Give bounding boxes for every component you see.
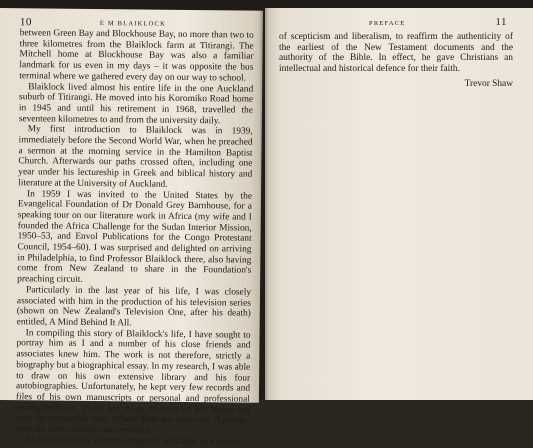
page-number-left: 10 [19, 16, 32, 29]
author-signature: Trevor Shaw [464, 78, 513, 89]
paragraph: My first introduction to Blaiklock was in 1939, immediately before the Second World War, when he preached a sermon at the morning service in the Hamilton Baptist Church. Afterwards our paths crossed often, including one year under his lectureship in Greek and biblical history and literature at the University of Auckland. [18, 124, 253, 190]
book-gutter [259, 0, 269, 400]
right-page [265, 8, 533, 400]
page-number-right: 11 [495, 16, 507, 28]
paragraph: Blaiklock lived almost his entire life in the one Auckland suburb of Titirangi. He moved into his Koromiko Road home in 1945 and until his retirement in 1968, travelled the seventeen kilometres to and from the university daily. [18, 81, 254, 126]
running-head-right: PREFACE [369, 20, 406, 27]
running-head-left: E M BLAIKLOCK [99, 20, 167, 28]
paragraph: Particularly in the last year of his life, I was closely associated with him in the production of his television series (shown on New Zealand's Television One, after his death) entitled, A Mind Behind It All. [16, 285, 252, 329]
right-page-body [279, 32, 513, 90]
paragraph: In compiling this story of Blaiklock's life, I have sought to portray him as I and a number of his close friends and associates knew him. The work is not therefore, strictly a biography but a biographical essay. In my research, I was able to draw on his own extensive library and his four autobiographies. Unfortunately, he kept very few records and files of his own manuscripts or personal and professional correspondence. There are many reviews of his books but only the favourable ones. Where there are notes and clippings, they are often undated and unsorted. [15, 327, 251, 436]
paragraph: In 1959 I was invited to the United States by the Evangelical Foundation of Dr Donald Grey Barnhouse, for a speaking tour on our literature work in Africa (my wife and I founded the Africa Challenge for the Sudan Interior Mission, 1950–53, and Envol Publications for the Congo Protestant Council, 1954–60). I was surprised and delighted on arriving in Philadelphia, to find Professor Blaiklock there, also having come from New Zealand to share in the Foundation's preaching circuit. [17, 188, 253, 286]
left-page [0, 8, 263, 448]
paragraph: of scepticism and liberalism, to reaffirm the authenticity of the earliest of the New Testament documents and the authority of the Bible. In effect, he gave Christians an intellectual and historical defence for their faith. [279, 32, 513, 75]
paragraph: between Green Bay and Blockhouse Bay, no more than two to three kilometres from the Blaiklock farm at Titirangi. The Mitchell home at Blockhouse Bay was also a familiar landmark for us even in my days – it was opposite the bus terminal where we gathered every day on our way to school. [19, 28, 254, 84]
paragraph: An intellect and a scholar, Blaiklock was able, in a period [24, 434, 241, 448]
left-page-body [15, 28, 253, 448]
